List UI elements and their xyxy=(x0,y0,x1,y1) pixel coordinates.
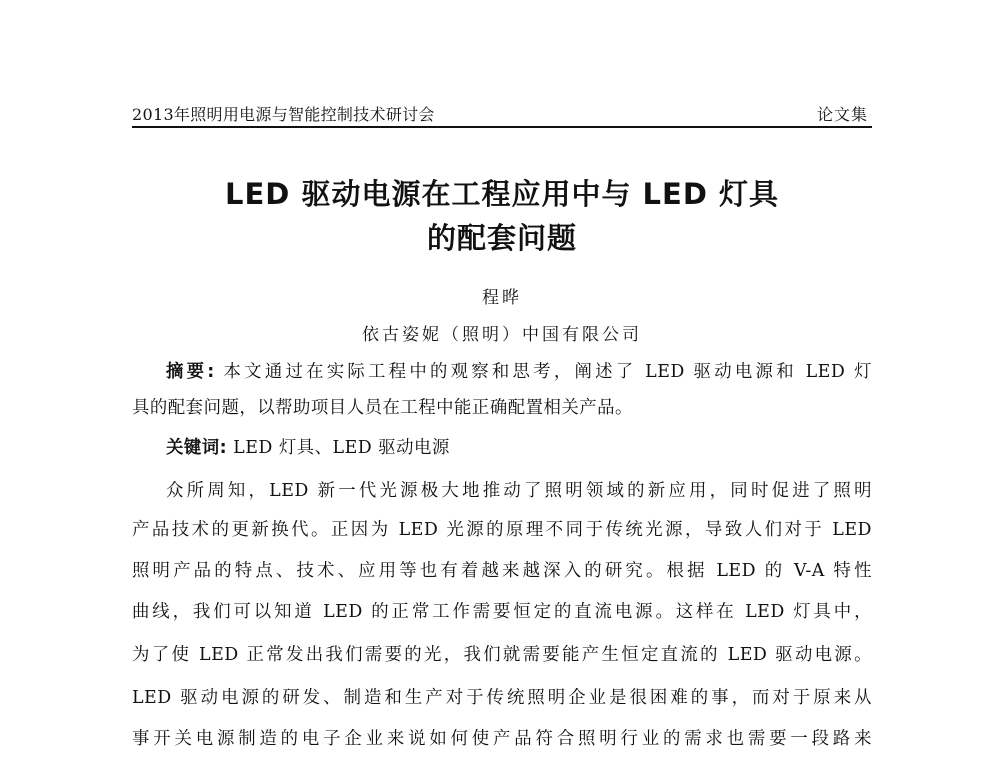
paper-title-line-2: 的配套问题 xyxy=(426,221,577,255)
body-line-2: 产品技术的更新换代。正因为 LED 光源的原理不同于传统光源，导致人们对于 LED xyxy=(132,520,872,540)
proceedings-label: 论文集 xyxy=(816,105,868,124)
body-line-7: 事开关电源制造的电子企业来说如何使产品符合照明行业的需求也需要一段路来 xyxy=(132,729,872,749)
body-line-5: 为了使 LED 正常发出我们需要的光，我们就需要能产生恒定直流的 LED 驱动电源。 xyxy=(132,645,872,665)
author-affiliation: 依古姿妮（照明）中国有限公司 xyxy=(362,325,642,345)
abstract-text-1: 本文通过在实际工程中的观察和思考，阐述了 LED 驱动电源和 LED 灯 xyxy=(223,362,872,382)
running-header xyxy=(132,100,872,128)
paper-title-line-1: LED 驱动电源在工程应用中与 LED 灯具 xyxy=(224,177,779,211)
abstract-line-2: 具的配套问题，以帮助项目人员在工程中能正确配置相关产品。 xyxy=(132,398,633,418)
author-name: 程晔 xyxy=(482,288,522,308)
body-line-3: 照明产品的特点、技术、应用等也有着越来越深入的研究。根据 LED 的 V-A 特性 xyxy=(132,561,872,581)
body-line-6: LED 驱动电源的研发、制造和生产对于传统照明企业是很困难的事，而对于原来从 xyxy=(132,688,872,708)
keywords-text: LED 灯具、LED 驱动电源 xyxy=(233,438,450,458)
keywords-line xyxy=(166,433,872,458)
body-line-4: 曲线，我们可以知道 LED 的正常工作需要恒定的直流电源。这样在 LED 灯具中， xyxy=(132,602,872,622)
conference-name: 2013年照明用电源与智能控制技术研讨会 xyxy=(132,105,435,124)
keywords-label: 关键词: xyxy=(166,438,228,458)
body-line-1: 众所周知，LED 新一代光源极大地推动了照明领域的新应用，同时促进了照明 xyxy=(166,481,872,501)
abstract-label: 摘要: xyxy=(166,362,215,382)
abstract-line-1 xyxy=(166,357,872,382)
